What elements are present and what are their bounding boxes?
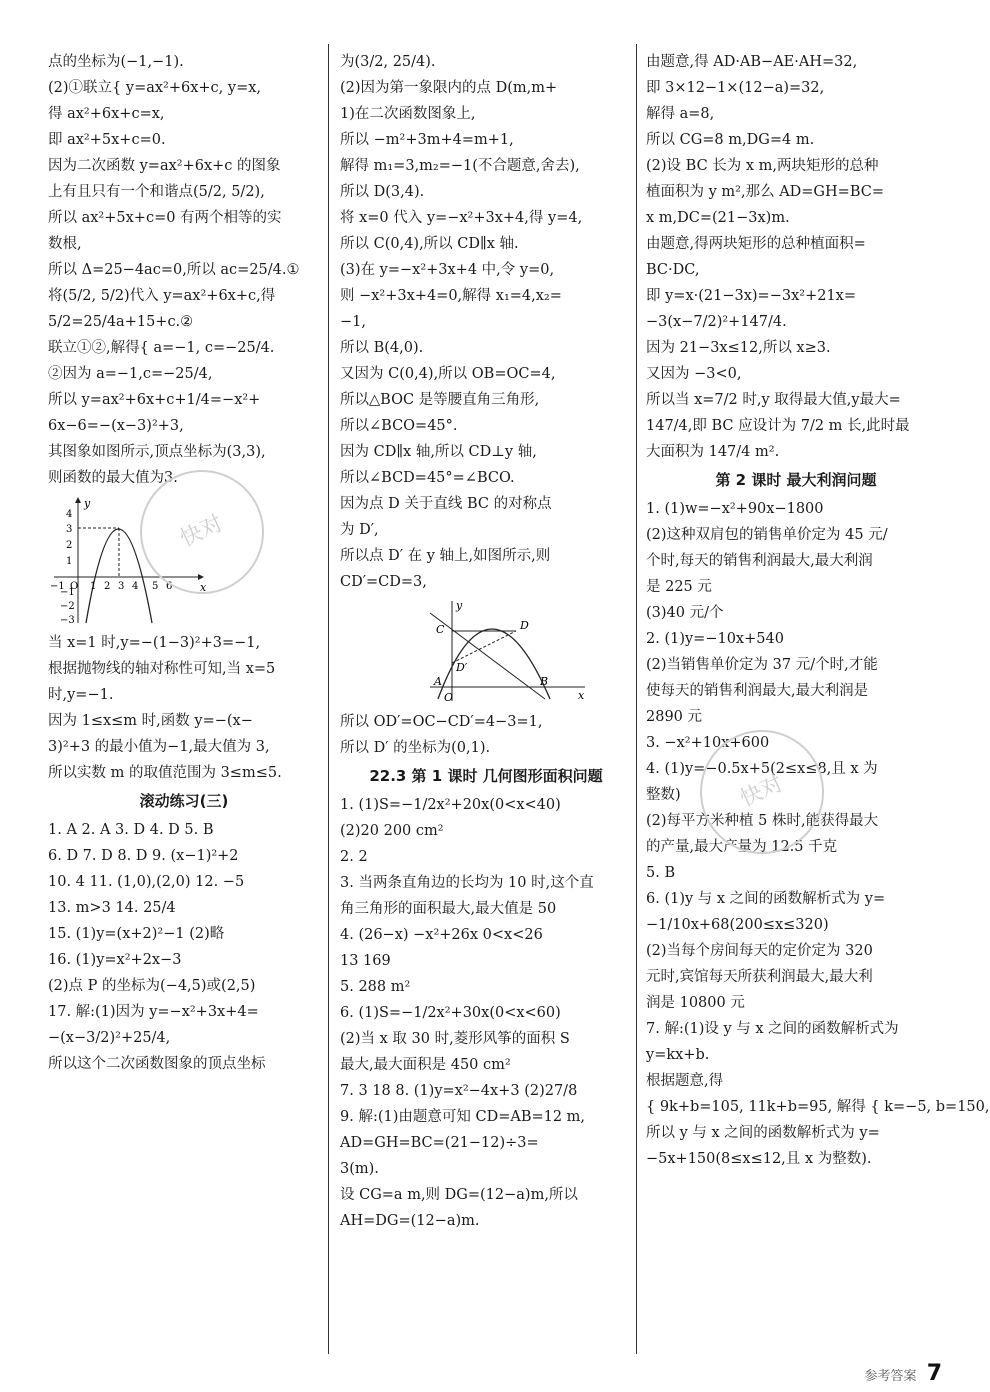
text-line: 6. (1)y 与 x 之间的函数解析式为 y= [646,891,886,907]
text-line: 所以 D′ 的坐标为(0,1). [340,740,491,756]
text-line: 因为二次函数 y=ax²+6x+c 的图象 [48,158,281,174]
text-line: 植面积为 y m²,那么 AD=GH=BC= [646,184,884,200]
col1-lines-b [48,633,320,784]
y-tick-1: 1 [66,556,73,567]
text-line: 所以实数 m 的取值范围为 3≤m≤5. [48,765,282,781]
text-line: −1/10x+68(200≤x≤320) [646,917,829,933]
text-line: 因为点 D 关于直线 BC 的对称点 [340,496,552,512]
text-line: { 9k+b=105, 11k+b=95, 解得 { k=−5, b=150, [646,1099,990,1115]
text-line: 3)²+3 的最小值为−1,最大值为 3, [48,739,270,755]
text-line: (2)点 P 的坐标为(−4,5)或(2,5) [48,978,256,994]
text-line: 解得 m₁=3,m₂=−1(不合题意,舍去), [340,158,580,174]
y-tick-m3: −3 [60,615,75,626]
text-line: 所以△BOC 是等腰直角三角形, [340,392,540,408]
text-line: 则函数的最大值为3. [48,470,178,486]
text-line: 1)在二次函数图象上, [340,106,476,122]
y-tick-m1: −1 [60,587,75,598]
text-line: 又因为 C(0,4),所以 OB=OC=4, [340,366,556,382]
text-line: 为(3/2, 25/4). [340,54,436,70]
text-line: (3)40 元/个 [646,605,724,621]
text-line: (2)当每个房间每天的定价定为 320 [646,943,873,959]
text-line: 根据题意,得 [646,1073,724,1089]
geometry-graph [400,599,600,704]
g2-label-o: O [444,691,454,704]
text-line: 的产量,最大产量为 12.5 千克 [646,839,838,855]
text-line: 个时,每天的销售利润最大,最大利润 [646,553,873,569]
text-line: 10. 4 11. (1,0),(2,0) 12. −5 [48,874,245,890]
text-line: (2)设 BC 长为 x m,两块矩形的总种 [646,158,879,174]
heading-22-3: 22.3 第 1 课时 几何图形面积问题 [369,767,603,785]
g2-label-a: A [434,675,442,688]
watermark-stamp-1: 快对 [120,450,285,615]
x-tick-2: 2 [104,581,111,592]
text-line: 润是 10800 元 [646,995,745,1011]
text-line: 将 x=0 代入 y=−x²+3x+4,得 y=4, [340,210,583,226]
text-line: 4. (26−x) −x²+26x 0<x<26 [340,927,543,943]
col2-lines-c [340,795,632,1232]
text-line: 所以 B(4,0). [340,340,424,356]
text-line: 所以点 D′ 在 y 轴上,如图所示,则 [340,548,551,564]
text-line: 147/4,即 BC 应设计为 7/2 m 长,此时最 [646,418,910,434]
text-line: 上有且只有一个和谐点(5/2, 5/2), [48,184,265,200]
text-line: 所以 y 与 x 之间的函数解析式为 y= [646,1125,880,1141]
text-line: 所以这个二次函数图象的顶点坐标 [48,1056,266,1072]
text-line: x m,DC=(21−3x)m. [646,210,790,226]
text-line: AD=GH=BC=(21−12)÷3= [340,1135,539,1151]
text-line: 点的坐标为(−1,−1). [48,54,184,70]
text-line: 13 169 [340,953,391,969]
text-line: 因为 1≤x≤m 时,函数 y=−(x− [48,713,253,729]
y-tick-3: 3 [66,524,73,535]
text-line: 2. 2 [340,849,368,865]
watermark-stamp-2: 快对 [680,710,845,875]
text-line: 由题意,得两块矩形的总种植面积= [646,236,866,252]
text-line: 5. B [646,865,676,881]
text-line: 即 3×12−1×(12−a)=32, [646,80,825,96]
text-line: 3(m). [340,1161,379,1177]
text-line: (2)当 x 取 30 时,菱形风筝的面积 S [340,1031,570,1047]
text-line: 即 y=x·(21−3x)=−3x²+21x= [646,288,856,304]
text-line: 2890 元 [646,709,703,725]
text-line: 16. (1)y=x²+2x−3 [48,952,182,968]
footer-label: 参考答案 [864,1369,917,1384]
text-line: 1. A 2. A 3. D 4. D 5. B [48,822,214,838]
text-line: 根据抛物线的轴对称性可知,当 x=5 [48,661,276,677]
text-line: 整数) [646,787,681,803]
text-line: (2)当销售单价定为 37 元/个时,才能 [646,657,878,673]
y-tick-2: 2 [66,540,73,551]
y-axis-arrow [75,497,81,503]
text-line: 是 225 元 [646,579,712,595]
graph1-y-label: y [84,497,91,510]
heading-rolling-practice: 滚动练习(三) [139,792,229,810]
heading-lesson-2: 第 2 课时 最大利润问题 [715,471,877,489]
column-3 [646,52,990,1175]
x-tick-o: O [70,581,79,592]
text-line: (3)在 y=−x²+3x+4 中,令 y=0, [340,262,555,278]
text-line: 当 x=1 时,y=−(1−3)²+3=−1, [48,635,261,651]
column-divider-2 [636,44,637,1354]
text-line: ②因为 a=−1,c=−25/4, [48,366,213,382]
text-line: 角三角形的面积最大,最大值是 50 [340,901,557,917]
text-line: 得 ax²+6x+c=x, [48,106,165,122]
text-line: 7. 3 18 8. (1)y=x²−4x+3 (2)27/8 [340,1083,578,1099]
text-line: 最大,最大面积是 450 cm² [340,1057,511,1073]
text-line: 7. 解:(1)设 y 与 x 之间的函数解析式为 [646,1021,899,1037]
page-footer [865,1361,942,1386]
text-line: 所以 OD′=OC−CD′=4−3=1, [340,714,543,730]
text-line: 6. (1)S=−1/2x²+30x(0<x<60) [340,1005,561,1021]
text-line: 所以 ax²+5x+c=0 有两个相等的实 [48,210,282,226]
g2-parabola [438,629,550,699]
col2-lines [340,52,632,593]
text-line: 5/2=25/4a+15+c.② [48,314,194,330]
y-tick-m2: −2 [60,601,75,612]
text-line: 所以 Δ=25−4ac=0,所以 ac=25/4.① [48,262,300,278]
text-line: (2)20 200 cm² [340,823,444,839]
text-line: (2)这种双肩包的销售单价定为 45 元/ [646,527,888,543]
text-line: 则 −x²+3x+4=0,解得 x₁=4,x₂= [340,288,562,304]
text-line: 所以 C(0,4),所以 CD∥x 轴. [340,236,519,252]
g2-label-b: B [540,675,549,688]
text-line: AH=DG=(12−a)m. [340,1213,480,1229]
text-line: 大面积为 147/4 m². [646,444,780,460]
g2-label-dprime: D′ [456,661,468,674]
text-line: −3(x−7/2)²+147/4. [646,314,787,330]
y-tick-4: 4 [66,509,73,520]
x-tick-1: 1 [90,581,97,592]
text-line: 解得 a=8, [646,106,715,122]
text-line: y=kx+b. [646,1047,710,1063]
col1-lines-c [48,820,320,1075]
x-tick-m1: −1 [50,581,65,592]
col1-lines [48,52,320,489]
text-line: 将(5/2, 5/2)代入 y=ax²+6x+c,得 [48,288,276,304]
text-line: 1. (1)w=−x²+90x−1800 [646,501,824,517]
text-line: CD′=CD=3, [340,574,427,590]
x-tick-3: 3 [118,581,125,592]
text-line: 所以 CG=8 m,DG=4 m. [646,132,815,148]
text-line: 17. 解:(1)因为 y=−x²+3x+4= [48,1004,259,1020]
text-line: 3. −x²+10x+600 [646,735,770,751]
text-line: 15. (1)y=(x+2)²−1 (2)略 [48,926,225,942]
text-line: 6x−6=−(x−3)²+3, [48,418,184,434]
text-line: 为 D′, [340,522,379,538]
g2-label-y: y [456,599,463,612]
text-line: 又因为 −3<0, [646,366,742,382]
x-tick-4: 4 [132,581,139,592]
text-line: 因为 CD∥x 轴,所以 CD⊥y 轴, [340,444,537,460]
text-line: 所以 y=ax²+6x+c+1/4=−x²+ [48,392,261,408]
text-line: 13. m>3 14. 25/4 [48,900,176,916]
col3-lines [646,52,946,463]
text-line: −5x+150(8≤x≤12,且 x 为整数). [646,1151,872,1167]
text-line: 4. (1)y=−0.5x+5(2≤x≤8,且 x 为 [646,761,878,777]
x-tick-5: 5 [152,581,159,592]
g2-label-c: C [436,623,445,636]
text-line: 所以 D(3,4). [340,184,425,200]
text-line: −1, [340,314,366,330]
text-line: 所以当 x=7/2 时,y 取得最大值,y最大= [646,392,901,408]
text-line: −(x−3/2)²+25/4, [48,1030,171,1046]
g2-label-d: D [520,619,529,632]
col2-lines-b [340,712,632,759]
text-line: 6. D 7. D 8. D 9. (x−1)²+2 [48,848,239,864]
text-line: 3. 当两条直角边的长均为 10 时,这个直 [340,875,594,891]
text-line: 即 ax²+5x+c=0. [48,132,166,148]
text-line: 5. 288 m² [340,979,411,995]
x-tick-6: 6 [166,581,173,592]
page-number: 7 [926,1361,942,1386]
text-line: 其图象如图所示,顶点坐标为(3,3), [48,444,266,460]
column-divider-1 [328,44,329,1354]
column-2 [340,52,632,1237]
g2-line-dd [452,631,516,663]
text-line: 因为 21−3x≤12,所以 x≥3. [646,340,831,356]
text-line: 元时,宾馆每天所获利润最大,最大利 [646,969,873,985]
text-line: (2)①联立{ y=ax²+6x+c, y=x, [48,80,262,96]
g2-label-x: x [578,689,585,702]
text-line: BC·DC, [646,262,700,278]
text-line: 数根, [48,236,82,252]
text-line: 设 CG=a m,则 DG=(12−a)m,所以 [340,1187,578,1203]
graph1-x-label: x [200,581,207,594]
text-line: 所以∠BCO=45°. [340,418,458,434]
text-line: 1. (1)S=−1/2x²+20x(0<x<40) [340,797,561,813]
text-line: (2)因为第一象限内的点 D(m,m+ [340,80,558,96]
text-line: 所以 −m²+3m+4=m+1, [340,132,514,148]
text-line: 联立①②,解得{ a=−1, c=−25/4. [48,340,275,356]
text-line: 2. (1)y=−10x+540 [646,631,784,647]
text-line: 由题意,得 AD·AB−AE·AH=32, [646,54,858,70]
text-line: 时,y=−1. [48,687,114,703]
text-line: 使每天的销售利润最大,最大利润是 [646,683,869,699]
text-line: 9. 解:(1)由题意可知 CD=AB=12 m, [340,1109,586,1125]
text-line: (2)每平方米种植 5 株时,能获得最大 [646,813,879,829]
text-line: 所以∠BCD=45°=∠BCO. [340,470,515,486]
